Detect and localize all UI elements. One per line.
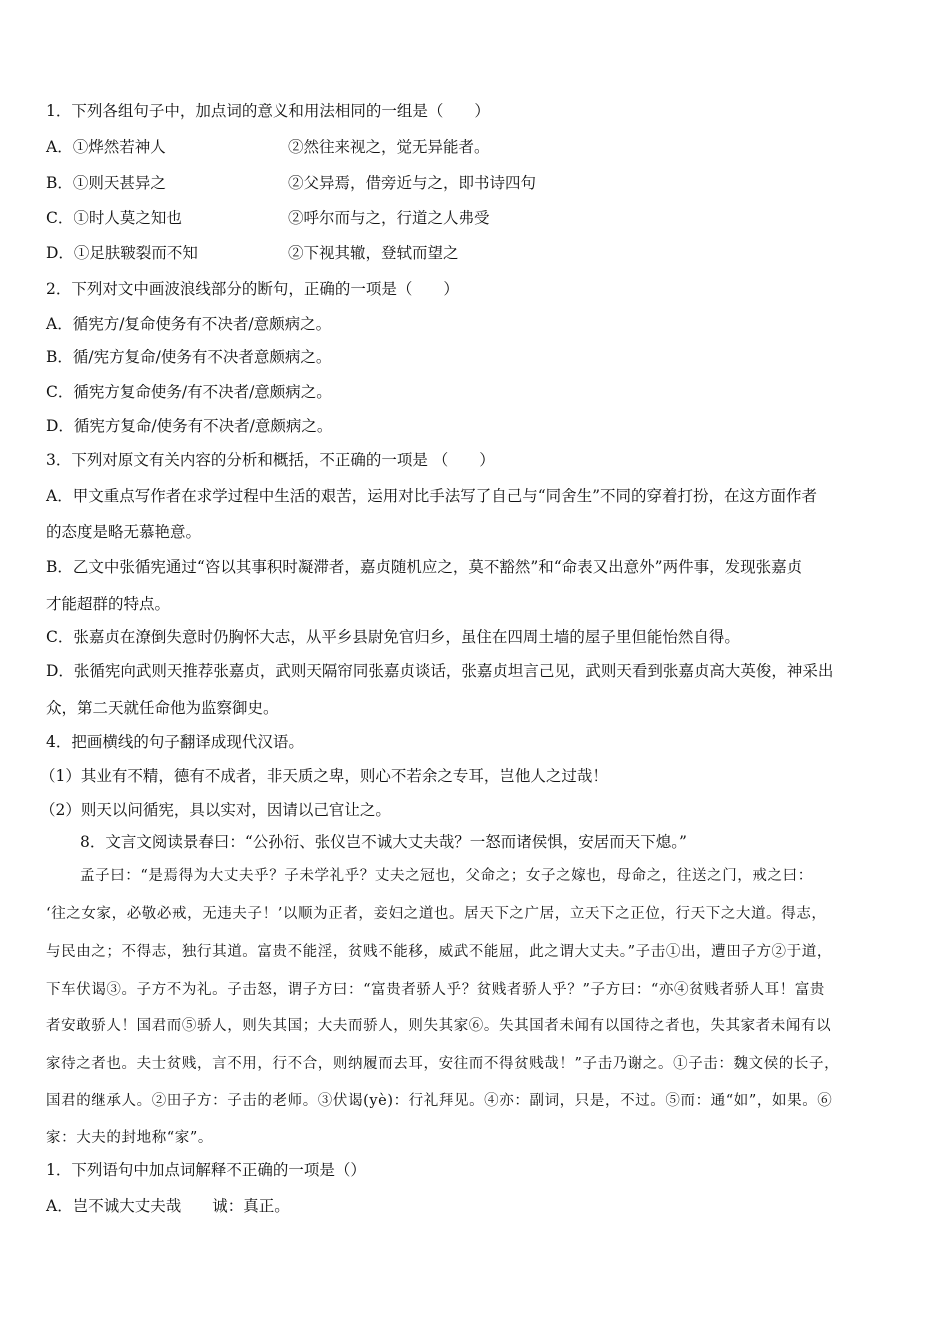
q2-option-a: A．循宪方/复命使务有不决者/意颇病之。 xyxy=(46,315,332,333)
q3-option-d-line1: D．张循宪向武则天推荐张嘉贞，武则天隔帘同张嘉贞谈话，张嘉贞坦言己见，武则天看到张嘉贞高大英俊，神采出 xyxy=(46,662,834,680)
q3-option-d-line2: 众，第二天就任命他为监察御史。 xyxy=(46,699,279,717)
q8-1-option-a: A．岂不诚大丈夫哉 诚：真正。 xyxy=(46,1197,290,1215)
q1-option-c: C．①时人莫之知也 ②呼尔而与之，行道之人弗受 xyxy=(46,209,490,227)
passage-intro: 8．文言文阅读景春曰：“公孙衍、张仪岂不诚大丈夫哉？一怒而诸侯惧，安居而天下熄。” xyxy=(80,833,687,851)
passage-line: 者安敢骄人！国君而⑤骄人，则失其国；大夫而骄人，则失其家⑥。失其国者未闻有以国待之者也，失其家者未闻有以 xyxy=(46,1018,832,1034)
q1-option-d: D．①足肤皲裂而不知 ②下视其辙，登轼而望之 xyxy=(46,244,459,262)
q4-sentence-2: （2）则天以问循宪，具以实对，因请以己官让之。 xyxy=(40,801,391,819)
q1-stem: 1．下列各组句子中，加点词的意义和用法相同的一组是（ ） xyxy=(46,102,490,120)
q2-option-b: B．循/宪方复命/使务有不决者意颇病之。 xyxy=(46,348,332,366)
passage-line: ‘往之女家，必敬必戒，无违夫子！’以顺为正者，妾妇之道也。居天下之广居，立天下之正位，行天下之大道。得志， xyxy=(46,906,827,922)
q8-1-stem: 1．下列语句中加点词解释不正确的一项是（） xyxy=(46,1161,366,1179)
q1-option-a: A．①烨然若神人 ②然往来视之，觉无异能者。 xyxy=(46,138,490,156)
q3-option-c: C．张嘉贞在潦倒失意时仍胸怀大志，从平乡县尉免官归乡，虽住在四周土墙的屋子里但能怡然自得。 xyxy=(46,628,740,646)
passage-line: 与民由之；不得志，独行其道。富贵不能淫，贫贱不能移，威武不能屈，此之谓大丈夫。”子击①出，遭田子方②于道， xyxy=(46,944,832,960)
q2-option-d: D．循宪方复命/使务有不决者/意颇病之。 xyxy=(46,417,333,435)
passage-line: 下车伏谒③。子方不为礼。子击怒，谓子方曰：“富贵者骄人乎？贫贱者骄人乎？”子方曰：“亦④贫贱者骄人耳！富贵 xyxy=(46,982,826,998)
q3-option-b-line1: B．乙文中张循宪通过“咨以其事积时凝滞者，嘉贞随机应之，莫不豁然”和“命表又出意外”两件事，发现张嘉贞 xyxy=(46,558,803,576)
passage-notes: 国君的继承人。②田子方：子击的老师。③伏谒(yè)：行礼拜见。④亦：副词，只是，不过。⑤而：通“如”，如果。⑥ xyxy=(46,1093,833,1109)
q4-stem: 4．把画横线的句子翻译成现代汉语。 xyxy=(46,733,304,751)
q3-option-b-line2: 才能超群的特点。 xyxy=(46,595,171,613)
passage-line: 家待之者也。夫士贫贱，言不用，行不合，则纳履而去耳，安往而不得贫贱哉！”子击乃谢之。①子击：魏文侯的长子， xyxy=(46,1056,840,1072)
q3-option-a-line1: A．甲文重点写作者在求学过程中生活的艰苦，运用对比手法写了自己与“同舍生”不同的穿着打扮，在这方面作者 xyxy=(46,487,818,505)
q3-option-a-line2: 的态度是略无慕艳意。 xyxy=(46,523,202,541)
passage-line: 孟子曰：“是焉得为大丈夫乎？子未学礼乎？丈夫之冠也，父命之；女子之嫁也，母命之，往送之门，戒之曰： xyxy=(80,868,813,884)
q4-sentence-1: （1）其业有不精，德有不成者，非天质之卑，则心不若余之专耳，岂他人之过哉！ xyxy=(40,767,608,785)
passage-notes-end: 家：大夫的封地称“家”。 xyxy=(46,1130,214,1146)
q2-stem: 2．下列对文中画波浪线部分的断句，正确的一项是（ ） xyxy=(46,280,459,298)
q3-stem: 3．下列对原文有关内容的分析和概括，不正确的一项是 （ ） xyxy=(46,451,495,469)
q2-option-c: C．循宪方复命使务/有不决者/意颇病之。 xyxy=(46,383,332,401)
q1-option-b: B．①则天甚异之 ②父异焉，借旁近与之，即书诗四句 xyxy=(46,174,537,192)
